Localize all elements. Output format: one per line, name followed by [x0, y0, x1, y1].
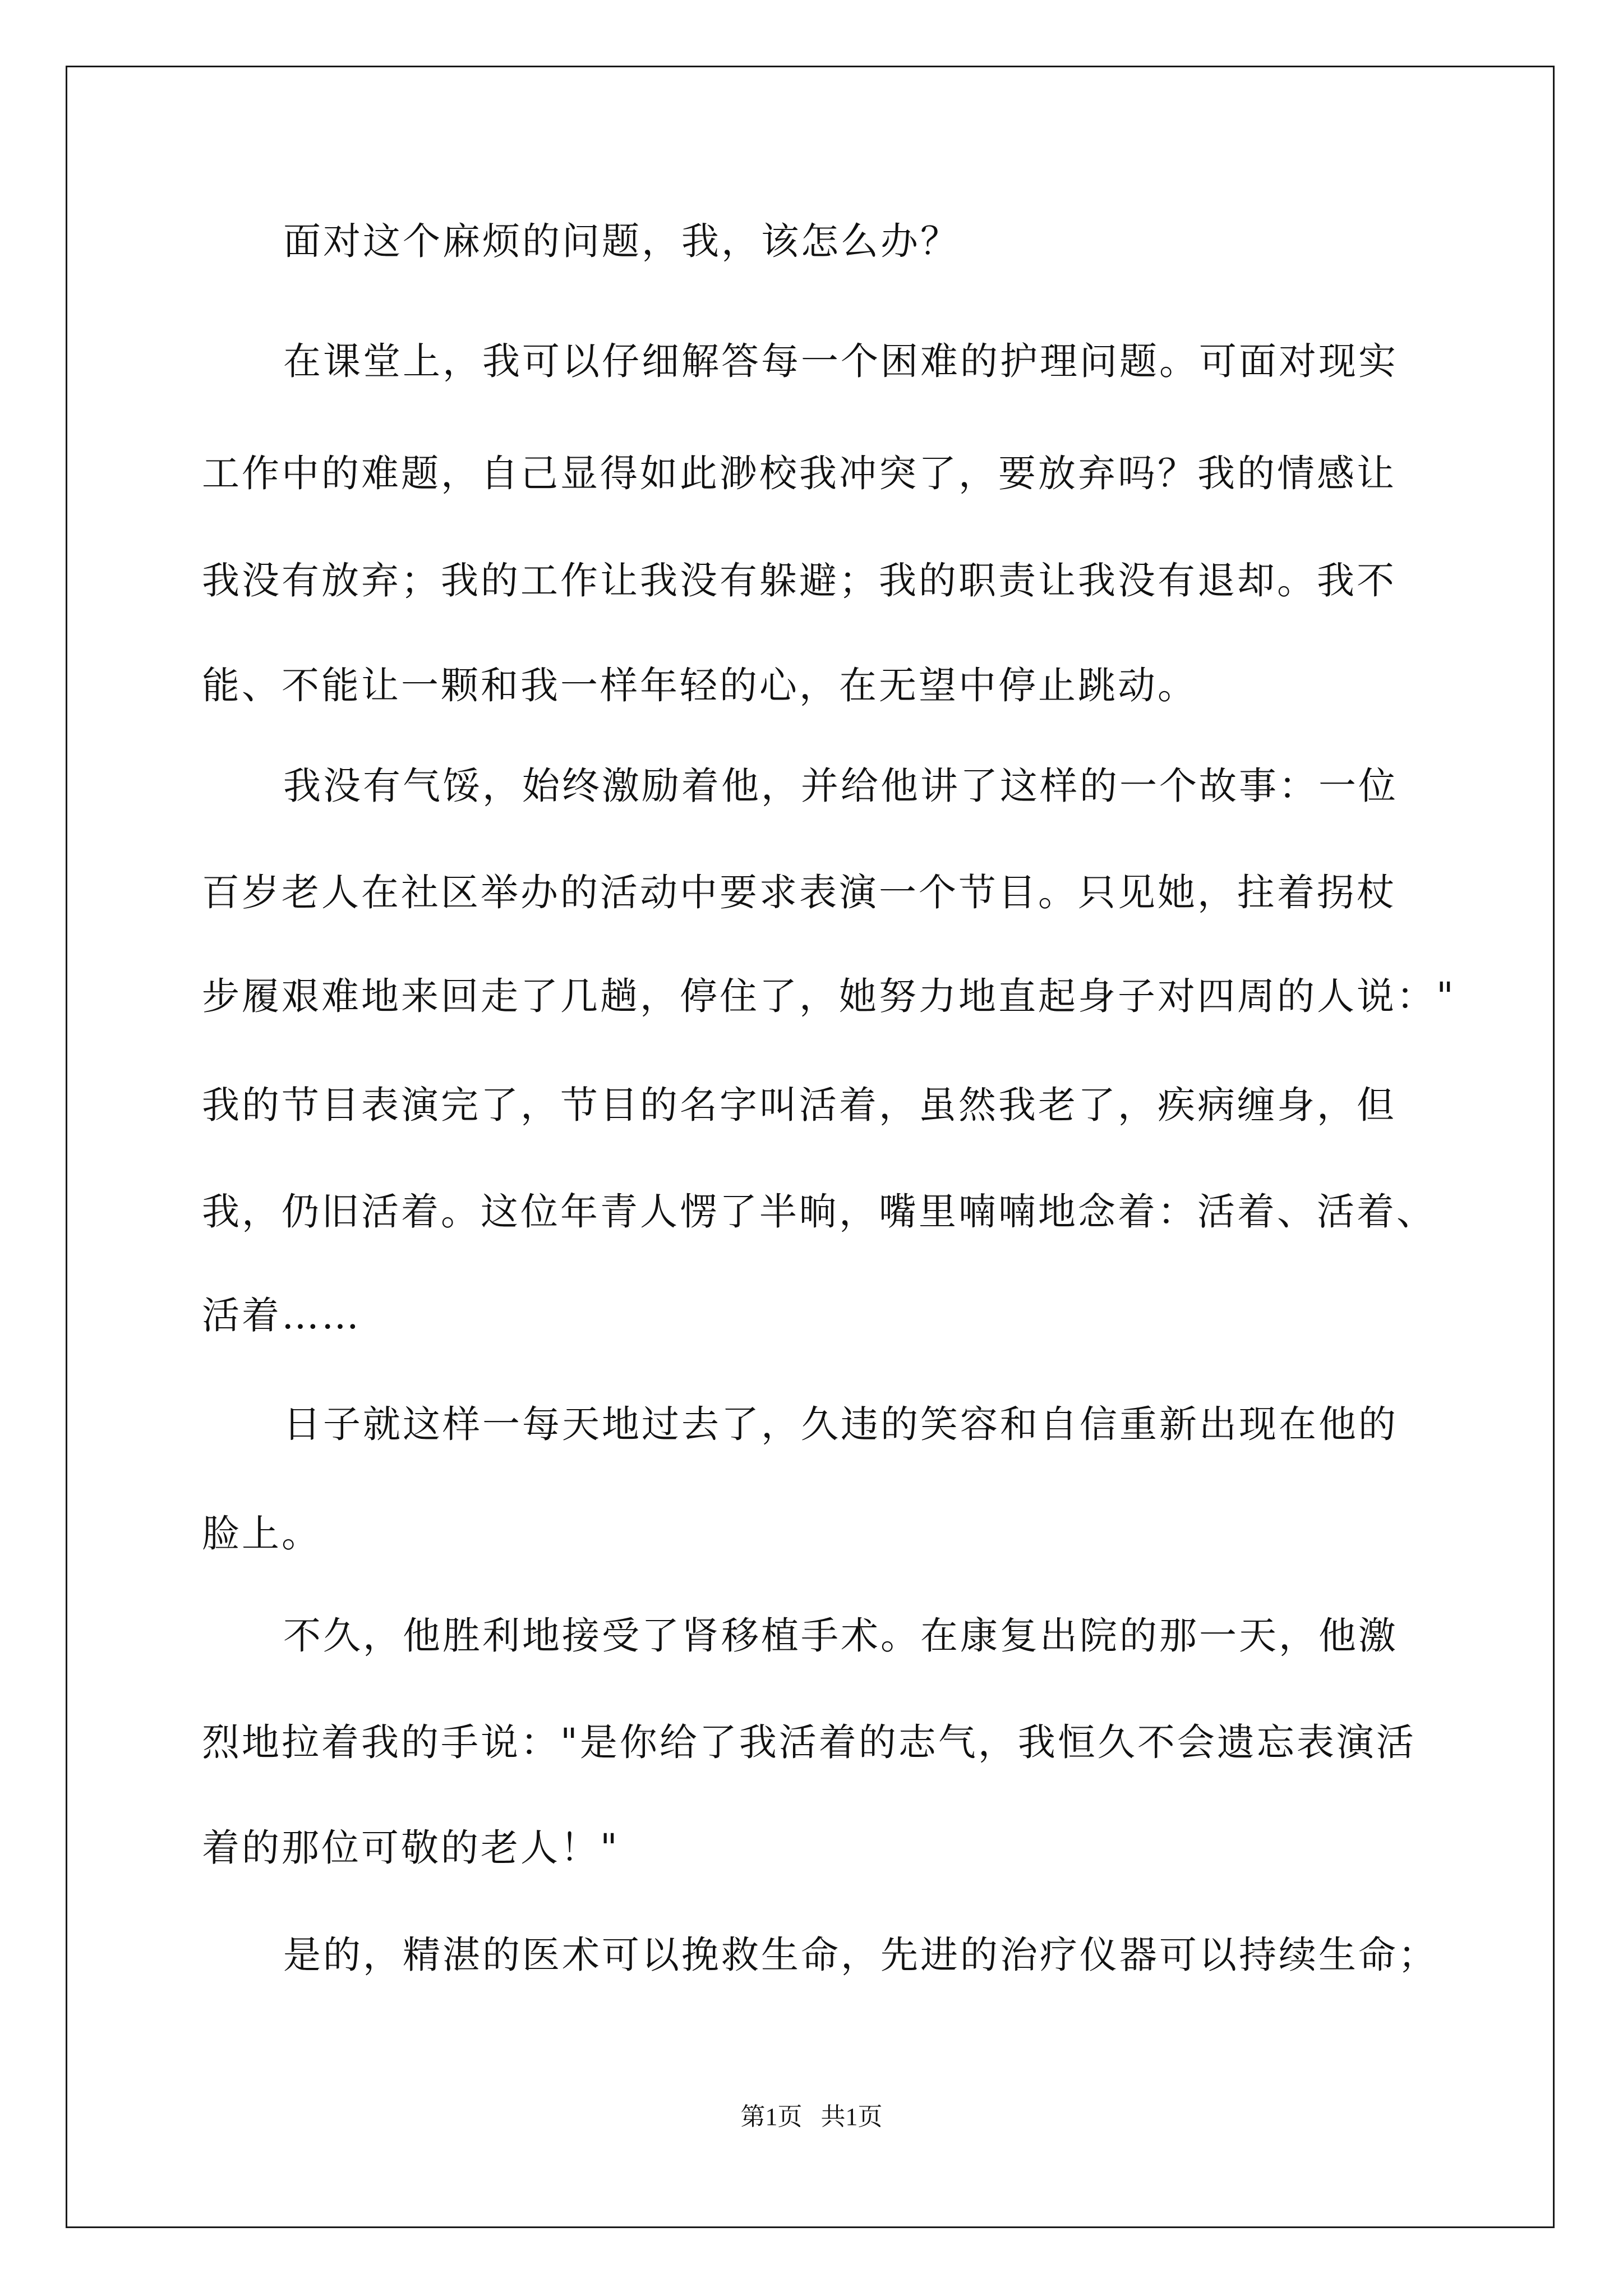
page-number-footer: 第1页 共1页	[740, 2103, 883, 2131]
paragraph-4-line-1: 日子就这样一每天地过去了，久违的笑容和自信重新出现在他的	[283, 1402, 1398, 1446]
paragraph-4-line-2: 脸上。	[202, 1512, 321, 1556]
paragraph-2-line-3: 我没有放弃；我的工作让我没有躲避；我的职责让我没有退却。我不	[202, 559, 1396, 602]
paragraph-5-line-1: 不久，他胜利地接受了肾移植手术。在康复出院的那一天，他激	[283, 1614, 1398, 1658]
paragraph-2-line-1: 在课堂上，我可以仔细解答每一个困难的护理问题。可面对现实	[283, 339, 1398, 383]
paragraph-1-line-1: 面对这个麻烦的问题，我，该怎么办？	[283, 219, 960, 263]
paragraph-2-line-4: 能、不能让一颗和我一样年轻的心，在无望中停止跳动。	[202, 664, 1197, 707]
page-border	[66, 66, 1555, 2228]
paragraph-3-line-3: 步履艰难地来回走了几趟，停住了，她努力地直起身子对四周的人说："	[202, 974, 1456, 1018]
paragraph-3-line-5: 我，仍旧活着。这位年青人愣了半晌，嘴里喃喃地念着：活着、活着、	[202, 1190, 1436, 1234]
paragraph-2-line-2: 工作中的难题，自己显得如此渺校我冲突了，要放弃吗？我的情感让	[202, 452, 1396, 495]
paragraph-5-line-2: 烈地拉着我的手说："是你给了我活着的志气，我恒久不会遗忘表演活	[202, 1720, 1416, 1764]
paragraph-3-line-4: 我的节目表演完了，节目的名字叫活着，虽然我老了，疾病缠身，但	[202, 1083, 1396, 1127]
paragraph-3-line-2: 百岁老人在社区举办的活动中要求表演一个节目。只见她，拄着拐杖	[202, 871, 1396, 914]
paragraph-3-line-6: 活着……	[202, 1294, 361, 1337]
paragraph-3-line-1: 我没有气馁，始终激励着他，并给他讲了这样的一个故事：一位	[283, 764, 1398, 808]
paragraph-6-line-1: 是的，精湛的医术可以挽救生命，先进的治疗仪器可以持续生命；	[283, 1933, 1438, 1977]
paragraph-5-line-3: 着的那位可敬的老人！"	[202, 1826, 620, 1870]
